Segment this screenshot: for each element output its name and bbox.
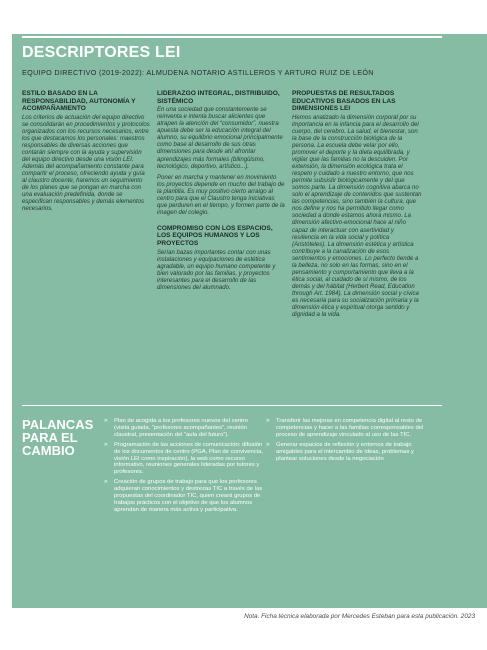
column-heading: COMPROMISO CON LOS ESPACIOS, LOS EQUIPOS HUMANOS Y LOS PROYECTOS [157,224,273,248]
list-item: » Transferir las mejoras en competencia digital al resto de competencias y hacer a las familias corresponsables del proceso de aprendizaje vinculado al uso de las TIC. [266,417,424,438]
column-heading: LIDERAZGO INTEGRAL, DISTRIBUIDO, SISTÉMICO [157,90,280,105]
list-item: » Programación de las acciones de comunicación: difusión de los documentos de centro (PGA, Plan de convivencia, visión LEI como inspiración), la web como recurso informativo, reuniones generales lideradas por tutores y profesores. [104,440,263,476]
page-subtitle: EQUIPO DIRECTIVO (2019-2022): ALMUDENA NOTARIO ASTILLEROS Y ARTURO RUIZ DE LEÓN [22,68,374,77]
palancas-list-left [104,418,264,517]
bullet-icon: » [104,478,108,486]
bullet-icon: » [266,417,270,424]
palancas-title: PALANCAS PARA EL CAMBIO [22,417,94,458]
section-divider [22,405,442,406]
palancas-list-right [266,418,426,465]
top-divider [22,36,442,38]
top-margin [0,0,487,34]
bullet-icon: » [104,417,108,424]
page-title: DESCRIPTORES LEI [22,44,181,61]
column-paragraph: En una sociedad que constantemente se reinventa e intenta buscar alicientes que atrapen la atención del “consumidor”, nuestra apuesta debe ser la educación integral del alumno, su equilibrio emocional principalmente como base al desarrollo de sus otras dimensiones para desde ahí afrontar aprendizajes más formales (bilingüismo, tecnológico, deportivo, artístico...). [157,107,283,170]
column-paragraph: Poner en marcha y mantener en movimiento los proyectos depende en mucho del trabajo de la plantilla. Es muy positivo cierto arraigo al centro para que el Claustro tenga iniciativas que perduren en el tiempo, y formen parte de la imagen del colegio. [157,174,285,216]
list-item: » Generar espacios de reflexión y entornos de trabajo amigables para el intercambio de ideas, problemas y plantear soluciones desde la negociación [266,440,414,462]
list-item: » Plan de acogida a los profesores nuevos del centro (visita guiada, “profesores acompañantes”, reunión claustral, presentación del “aula del futuro”). [104,417,248,438]
column-heading: ESTILO BASADO EN LA RESPONSABILIDAD, AUTONOMÍA Y ACOMPAÑAMIENTO [22,90,136,113]
column-estilo [22,90,150,217]
column-propuestas [292,90,422,323]
column-heading: PROPUESTAS DE RESULTADOS EDUCATIVOS BASADOS EN LAS DIMENSIONES LEI [292,90,396,113]
column-paragraph: Hemos analizado la dimensión corporal por su importancia en la infancia para el desarrollo del cuerpo, del cerebro. La salud, el bienestar, son la base de la construcción biológica de la persona. La escuela debe velar por ello, promover el deporte y la dieta equilibrada, y vigilar que las familias no la descuiden. Por extensión, la dimensión ecológica trata el respeto y cuidado a nuestro entorno, que nos permite subsistir biológicamente y del que somos parte. La dimensión cognitiva abarca no solo el aprendizaje de contenidos que sustentan las competencias, sino también la cultura, que nos define y nos ha permitido llegar como sociedad a donde estamos ahora mismo. La dimensión afectivo-emocional hace al niño capaz de interactuar con asertividad y resiliencia en la vida social y política (Aristóteles). La dimensión estética y artística contribuye a la canalización de esos sentimientos y emociones. Lo perfecto tiende a la belleza, no solo en las formas, sino en el pensamiento y comportamiento que lleva a la ética social, al cuidado de sí mismo, de los demás y del hábitat (Herbert Read, Education through Art. 1984). La dimensión social y cívica es necesaria para su socialización primaria y la dimensión ética y espiritual otorga sentido y dignidad a la vida. [292,114,422,319]
bullet-icon: » [104,440,108,448]
column-liderazgo [157,90,285,296]
bullet-icon: » [266,440,270,448]
footnote: Nota. Ficha técnica elaborada por Mercedes Esteban para esta publicación. 2023 [244,613,475,620]
list-item: » Creación de grupos de trabajo para que los profesores adquieran conocimientos y destrezas TIC a través de las propuestas del coordinador TIC, quien creará grupos de trabajos prácticos con el objetivo de que los alumnos aprendan de manera más activa y participativa. [104,478,263,513]
column-paragraph: Serían bazas importantes contar con unas instalaciones y equipaciones de estética agradable, un equipo humano competente y bien valorado por las familias, y proyectos interesantes para el desarrollo de las dimensiones del alumnado. [157,249,276,291]
column-paragraph: Los criterios de actuación del equipo directivo se consolidarán en procedimientos y protocolos organizados con los recursos necesarios, entre los que destacamos los personales: maestros responsables de diversas acciones que contarán siempre con la ayuda y supervisión del equipo directivo desde una visión LEI. Además del acompañamiento constante para compartir el proceso, ofreciendo ayuda y guía al claustro docente, haremos un seguimiento de los planes que se pongan en marcha con una evaluación predefinida, donde se especifican responsables y demás elementos necesarios. [22,114,150,213]
